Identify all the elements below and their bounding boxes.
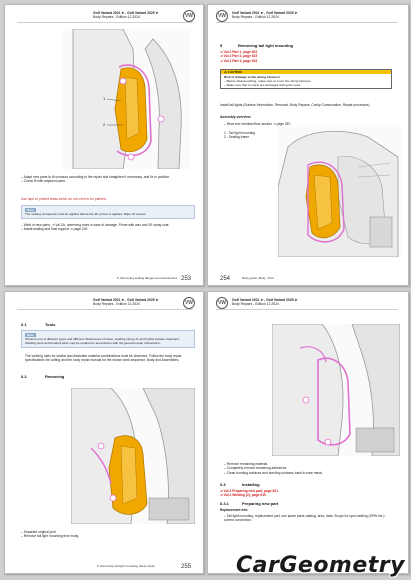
section-title: Preparing new part [242, 501, 279, 506]
reference-link[interactable]: ⇒ Vol.2 Preparing new part, page 601 [220, 489, 279, 493]
note-label: Note [27, 333, 34, 337]
note-text: Observe use of different types and different thicknesses of sheet, welding using UV and hybrid surface treatment. Welding work and bonded parts may be repaired in accordance with the general repair instructions. [25, 337, 180, 346]
note-box [21, 330, 195, 348]
section-number: 6.1 [21, 322, 27, 327]
manual-page-255 [4, 291, 204, 574]
list-item: – Completely remove remaining adhesives. [224, 466, 288, 471]
reference-link[interactable]: ⇒ Vol.2 Part 1, page 601 [220, 50, 258, 54]
reference-link[interactable]: ⇒ Vol.2 Welding (2), page 615 [220, 493, 266, 498]
tail-light-mounting-figure [63, 29, 191, 169]
manual-page-254 [207, 4, 409, 286]
page-header: Golf Variant 2021 ➤ , Golf Variant 2025 ➤ Body Repairs - Edition 12.2024 [232, 11, 298, 20]
intro-text: Install tail lights (Surface Information, Removal, Body Repairs, Cavity Conservation, Repair procedure). [220, 103, 371, 107]
manual-page-253 [4, 4, 204, 286]
reference-list [220, 50, 396, 63]
body-paragraph: The welding rules for similar and dissimilar material combinations must be observed. Follow the body repair specifications for cutting and the body repair manual for the shown work sequence, Body and Assemblies. [25, 354, 182, 363]
remark-text: Use tape to protect areas which do not need to be painted. [21, 197, 107, 201]
section-number: 6.3 [220, 482, 226, 487]
reference-link[interactable]: ⇒ Vol.2 Part 3, page 624 [220, 58, 258, 63]
list-item: – Remove remaining material. [224, 462, 268, 466]
vw-logo: VW [216, 297, 228, 309]
subheading: Replacement info [220, 508, 248, 512]
reference-link[interactable]: ⇒ Vol.2 Part 2, page 615 [220, 54, 258, 59]
cleaned-area-figure [272, 324, 400, 456]
bullet-list [224, 462, 396, 475]
bullet-item: – Rear end member/floor section ⇒ page 357. [224, 122, 292, 126]
separate-joint-figure [71, 388, 195, 524]
note-label: Note [27, 208, 34, 212]
section-number: 5 [220, 43, 223, 48]
page-header: Golf Variant 2021 ➤ , Golf Variant 2025 ➤ Body Repairs - Edition 12.2024 [93, 298, 159, 307]
bullet-list [21, 530, 193, 539]
caution-header: ⚠ CAUTION [221, 70, 391, 74]
vw-logo: VW [183, 10, 195, 22]
header-divider [17, 22, 193, 23]
page-header: Golf Variant 2021 ➤ , Golf Variant 2025 ➤ Body Repairs - Edition 12.2024 [232, 298, 298, 307]
list-item: – Adapt new parts to fit contours according to the repair and straighten if necessary, and fix in position. [21, 175, 171, 179]
section-title: Installing [242, 482, 260, 487]
subheading: Assembly overview [220, 115, 251, 119]
page-number: 253 [180, 276, 191, 282]
page-footer: 6. Removing tail light mounting (body work) [97, 564, 155, 568]
list-item: – Install sealing and final support ⇒ page 242. [21, 227, 89, 232]
svg-text:2: 2 [103, 122, 106, 127]
list-item: – Check fit with adjacent parts. [21, 179, 66, 184]
section-title: Tools [45, 322, 56, 327]
header-divider [216, 22, 398, 23]
header-divider [17, 309, 193, 310]
caution-body: Risk of damage to the wiring harness! – Before disassembling, make sure to cover the wiring harness. – Make sure that no parts are damaged during the work. [224, 75, 312, 88]
page-footer: Body guide, Body - Part [242, 276, 274, 280]
cargeometry-watermark: CarGeometry [236, 553, 405, 578]
section-number: 6.3.1 [220, 501, 229, 506]
bullet-list [21, 175, 193, 184]
page-number: 254 [220, 276, 231, 282]
parts-list: 1 - Tail light mounting 2 - Sealing frame [224, 131, 256, 140]
header-divider [216, 309, 398, 310]
manual-page-256 [207, 291, 409, 574]
section-title: Removing [45, 374, 65, 379]
reference-list [220, 489, 396, 498]
vw-logo: VW [216, 10, 228, 22]
list-item: – Separate original joint. [21, 530, 57, 534]
page-number: 255 [180, 564, 191, 570]
tail-light-removal-figure [278, 127, 402, 257]
note-box [21, 205, 195, 219]
svg-text:1: 1 [103, 96, 106, 101]
section-title: Removing tail light mounting [238, 43, 294, 48]
note-text: The sealing compound must be applied before the 2K primer is applied. Wipe off excess. [25, 212, 147, 217]
vw-logo: VW [183, 297, 195, 309]
list-item: – Remove tail light mounting from body. [21, 534, 79, 539]
list-item: – Weld in new parts, ⇒ Vol.2A, observing rules in case of damage. Prime with wax and 2K spray coat. [21, 223, 170, 227]
bullet-list-2 [21, 223, 193, 232]
caution-box [220, 69, 392, 89]
list-item: – Clean bonding surfaces and bonding surfaces back to bare metal. [224, 470, 323, 475]
bullet-item: – Tail light mounting, replacement part, see spare parts catalog, area, data. Scope for spot welding (SPW etc.) correct connection. [224, 514, 385, 523]
page-header: Golf Variant 2021 ➤ , Golf Variant 2025 ➤ Body Repairs - Edition 12.2024 [93, 11, 159, 20]
page-footer: 5. Removing sealing flanges and accessories [117, 276, 178, 280]
section-number: 6.2 [21, 374, 27, 379]
